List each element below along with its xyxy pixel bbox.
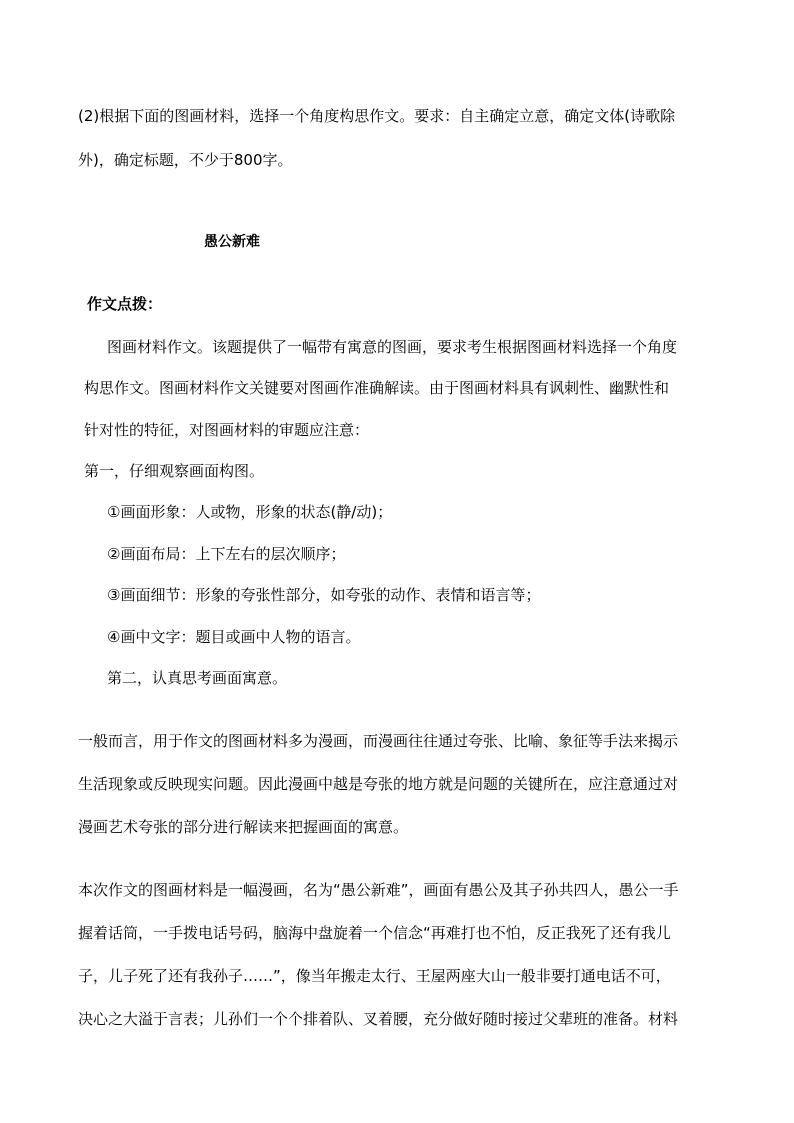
para2-line-1: 本次作文的图画材料是一幅漫画，名为“愚公新难”，画面有愚公及其子孙共四人，愚公一手 xyxy=(78,881,679,899)
para2-line-2: 握着话筒，一手拨电话号码，脑海中盘旋着一个信念“再难打也不怕，反正我死了还有我儿 xyxy=(78,924,671,942)
guide-intro-line-1: 图画材料作文。该题提供了一幅带有寓意的图画，要求考生根据图画材料选择一个角度 xyxy=(107,338,678,356)
guide-heading: 作文点拨： xyxy=(87,295,163,313)
point-2: ②画面布局：上下左右的层次顺序； xyxy=(107,545,346,563)
guide-intro-line-3: 针对性的特征，对图画材料的审题应注意： xyxy=(84,421,370,439)
task-line-1: (2)根据下面的图画材料，选择一个角度构思作文。要求：自主确定立意，确定文体(诗歌除 xyxy=(78,107,676,125)
para1-line-1: 一般而言，用于作文的图画材料多为漫画，而漫画往往通过夸张、比喻、象征等手法来揭示 xyxy=(78,732,679,750)
guide-intro-line-2: 构思作文。图画材料作文关键要对图画作准确解读。由于图画材料具有讽刺性、幽默性和 xyxy=(84,379,670,397)
step-one: 第一，仔细观察画面构图。 xyxy=(84,462,265,480)
para1-line-3: 漫画艺术夸张的部分进行解读来把握画面的寓意。 xyxy=(78,818,409,836)
para2-line-3: 子，儿子死了还有我孙子……”，像当年搬走太行、王屋两座大山一般非要打通电话不可， xyxy=(78,967,671,985)
para1-line-2: 生活现象或反映现实问题。因此漫画中越是夸张的地方就是问题的关键所在，应注意通过对 xyxy=(78,775,679,793)
step-two: 第二，认真思考画面寓意。 xyxy=(107,669,288,687)
point-3: ③画面细节：形象的夸张性部分，如夸张的动作、表情和语言等； xyxy=(107,586,541,604)
picture-title: 愚公新难 xyxy=(204,234,260,250)
point-4: ④画中文字：题目或画中人物的语言。 xyxy=(107,628,361,646)
point-1: ①画面形象：人或物，形象的状态(静/动)； xyxy=(107,503,393,521)
task-line-2: 外)，确定标题，不少于800字。 xyxy=(78,151,293,169)
para2-line-4: 决心之大溢于言表；儿孙们一个个排着队、叉着腰，充分做好随时接过父辈班的准备。材料 xyxy=(78,1010,679,1028)
